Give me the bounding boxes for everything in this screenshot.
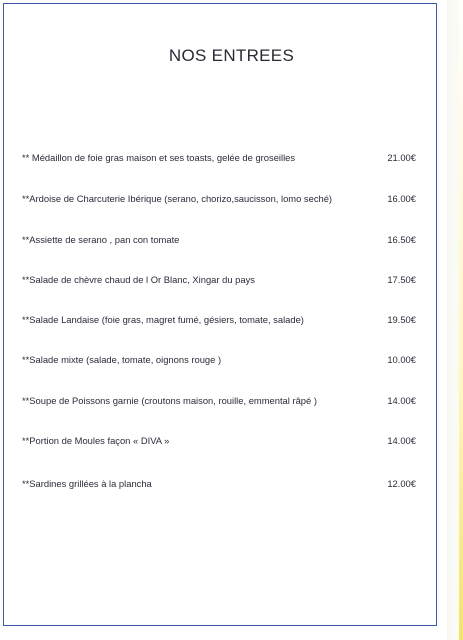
menu-item	[22, 272, 422, 288]
menu-item	[22, 191, 422, 207]
menu-item	[22, 476, 422, 492]
menu-item	[22, 393, 422, 409]
menu-item	[22, 150, 422, 166]
menu-item-name: **Salade de chèvre chaud de l Or Blanc, Xingar du pays	[22, 274, 255, 285]
menu-item-price: 16.50€	[387, 234, 416, 245]
menu-item-price: 16.00€	[387, 193, 416, 204]
menu-item-name: **Ardoise de Charcuterie Ibérique (serano, chorizo,saucisson, lomo seché)	[22, 193, 333, 204]
menu-item-name: **Salade mixte (salade, tomate, oignons rouge )	[22, 354, 222, 365]
menu-item-name: **Portion de Moules façon « DIVA »	[22, 435, 170, 446]
menu-item-name: **Salade Landaise (foie gras, magret fumé, gésiers, tomate, salade)	[22, 314, 304, 325]
menu-item-price: 14.00€	[387, 435, 416, 446]
menu-item-price: 17.50€	[387, 274, 416, 285]
menu-item	[22, 312, 422, 328]
menu-item-name: **Soupe de Poissons garnie (croutons maison, rouille, emmental râpé )	[22, 395, 317, 406]
menu-item-price: 19.50€	[387, 314, 416, 325]
menu-title: NOS ENTREES	[168, 46, 295, 65]
menu-item-price: 14.00€	[387, 395, 416, 406]
menu-item-name: **Assiette de serano , pan con tomate	[22, 234, 180, 245]
menu-item	[22, 232, 422, 248]
menu-item	[22, 433, 422, 449]
menu-item-price: 12.00€	[387, 478, 416, 489]
menu-item-price: 10.00€	[387, 354, 416, 365]
menu-item-price: 21.00€	[387, 152, 416, 163]
menu-item-name: ** Médaillon de foie gras maison et ses toasts, gelée de groseilles	[22, 152, 296, 163]
menu-item	[22, 352, 422, 368]
menu-item-name: **Sardines grillées à la plancha	[22, 478, 152, 489]
